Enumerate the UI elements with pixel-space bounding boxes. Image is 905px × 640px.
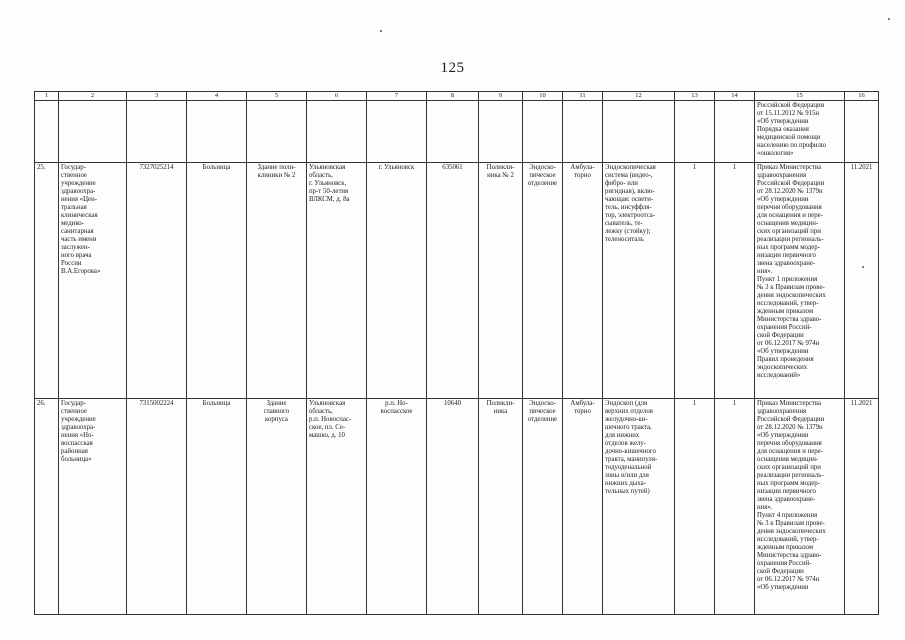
empty-cell xyxy=(603,101,675,163)
empty-cell xyxy=(563,101,603,163)
empty-cell xyxy=(523,101,563,163)
facility-type: Больница xyxy=(187,399,247,615)
empty-cell xyxy=(187,101,247,163)
header-cell: 7 xyxy=(367,92,427,101)
subdivision: Поликли- ника № 2 xyxy=(479,163,523,399)
postal-index: 635061 xyxy=(427,163,479,399)
empty-cell xyxy=(427,101,479,163)
header-cell: 15 xyxy=(755,92,845,101)
basis-cell: Российской Федерации от 15.11.2012 № 915н «Об утверждении Порядка оказания медицинской помощи населению по профилю «онкология» xyxy=(755,101,845,163)
table-row xyxy=(35,163,879,399)
scan-speck xyxy=(862,266,864,268)
empty-cell xyxy=(247,101,307,163)
legal-basis: Приказ Министерства здравоохранения Российской Федерации от 28.12.2020 № 1379н «Об утверждении перечня оборудования для оснащения и пере- оснащения медицин- ских организаций при реализации региональ- ных программ модер- низации первичного звена здравоохране- ния». Пункт 4 приложения № 3 к Правилам прове- дения эндоскопических исследований, утвер- жденным приказом Министерства здраво- охранения Россий- ской Федерации от 06.12.2017 № 974н «Об утверждении xyxy=(755,399,845,615)
empty-cell xyxy=(59,101,127,163)
header-cell: 12 xyxy=(603,92,675,101)
row-number: 26. xyxy=(35,399,59,615)
equipment: Эндоскопическая система (видео-, фибро- или ригидная), вклю- чающая: освети- тель, инсуффля- тор, электроотса- сыватель, те- лежку (стойку); теленоситаль xyxy=(603,163,675,399)
quantity-total: 1 xyxy=(715,163,755,399)
date: 11.2021 xyxy=(845,163,879,399)
inn: 7315002224 xyxy=(127,399,187,615)
quantity-total: 1 xyxy=(715,399,755,615)
empty-cell xyxy=(675,101,715,163)
empty-cell xyxy=(715,101,755,163)
organization-name: Государ- ственное учреждение здравоохра- нения «Цен- тральная клиническая медико- санитарная часть имени заслужен- ного врача России В.А.Егорова» xyxy=(59,163,127,399)
facility-type: Больница xyxy=(187,163,247,399)
conditions: Амбула- торно xyxy=(563,399,603,615)
scan-speck xyxy=(380,30,382,32)
header-cell: 1 xyxy=(35,92,59,101)
empty-cell xyxy=(35,101,59,163)
address: Ульяновская область, р.п. Новоспас- ское, пл. Се- машко, д. 10 xyxy=(307,399,367,615)
header-cell: 11 xyxy=(563,92,603,101)
header-cell: 13 xyxy=(675,92,715,101)
empty-cell xyxy=(845,101,879,163)
unit: Эндоско- пическое отделение xyxy=(523,399,563,615)
row-number: 25. xyxy=(35,163,59,399)
table-row xyxy=(35,399,879,615)
empty-cell xyxy=(127,101,187,163)
table-header-row xyxy=(35,92,879,101)
header-cell: 5 xyxy=(247,92,307,101)
organization-name: Государ- ственное учреждение здравоохра- нения «Но- воспасская районная больница» xyxy=(59,399,127,615)
page-number: 125 xyxy=(440,60,465,76)
postal-index: 10640 xyxy=(427,399,479,615)
header-cell: 6 xyxy=(307,92,367,101)
header-cell: 2 xyxy=(59,92,127,101)
header-cell: 10 xyxy=(523,92,563,101)
quantity: 1 xyxy=(675,399,715,615)
building-name: Здание главного корпуса xyxy=(247,399,307,615)
quantity: 1 xyxy=(675,163,715,399)
building-name: Здание поли- клиники № 2 xyxy=(247,163,307,399)
header-cell: 8 xyxy=(427,92,479,101)
locality: г. Ульяновск xyxy=(367,163,427,399)
header-cell: 9 xyxy=(479,92,523,101)
empty-cell xyxy=(367,101,427,163)
locality: р.п. Но- воспасское xyxy=(367,399,427,615)
address: Ульяновская область, г. Ульяновск, пр-т 50-летия ВЛКСМ, д. 8а xyxy=(307,163,367,399)
subdivision: Поликли- ника xyxy=(479,399,523,615)
date: 11.2021 xyxy=(845,399,879,615)
scan-speck xyxy=(888,18,890,20)
equipment-table xyxy=(34,91,879,615)
header-cell: 4 xyxy=(187,92,247,101)
header-cell: 3 xyxy=(127,92,187,101)
equipment: Эндоскоп (для верхних отделов желудочно-ки- шечного тракта, для нижних отделов желу- дочно-кишечного тракта, манипуля- тодуоденальной зоны и/или для нижних дыха- тельных путей) xyxy=(603,399,675,615)
header-cell: 14 xyxy=(715,92,755,101)
header-cell: 16 xyxy=(845,92,879,101)
inn: 7327025214 xyxy=(127,163,187,399)
table-row-continuation xyxy=(35,101,879,163)
conditions: Амбула- торно xyxy=(563,163,603,399)
empty-cell xyxy=(307,101,367,163)
empty-cell xyxy=(479,101,523,163)
legal-basis: Приказ Министерства здравоохранения Российской Федерации от 28.12.2020 № 1379н «Об утверждении перечня оборудования для оснащения и пере- оснащения медицин- ских организаций при реализации региональ- ных программ модер- низации первичного звена здравоохране- ния». Пункт 1 приложения № 3 к Правилам прове- дения эндоскопических исследований, утвер- жденным приказом Министерства здраво- охранения Россий- ской Федерации от 06.12.2017 № 974н «Об утверждении Правил проведения эндоскопических исследований» xyxy=(755,163,845,399)
unit: Эндоско- пическое отделение xyxy=(523,163,563,399)
